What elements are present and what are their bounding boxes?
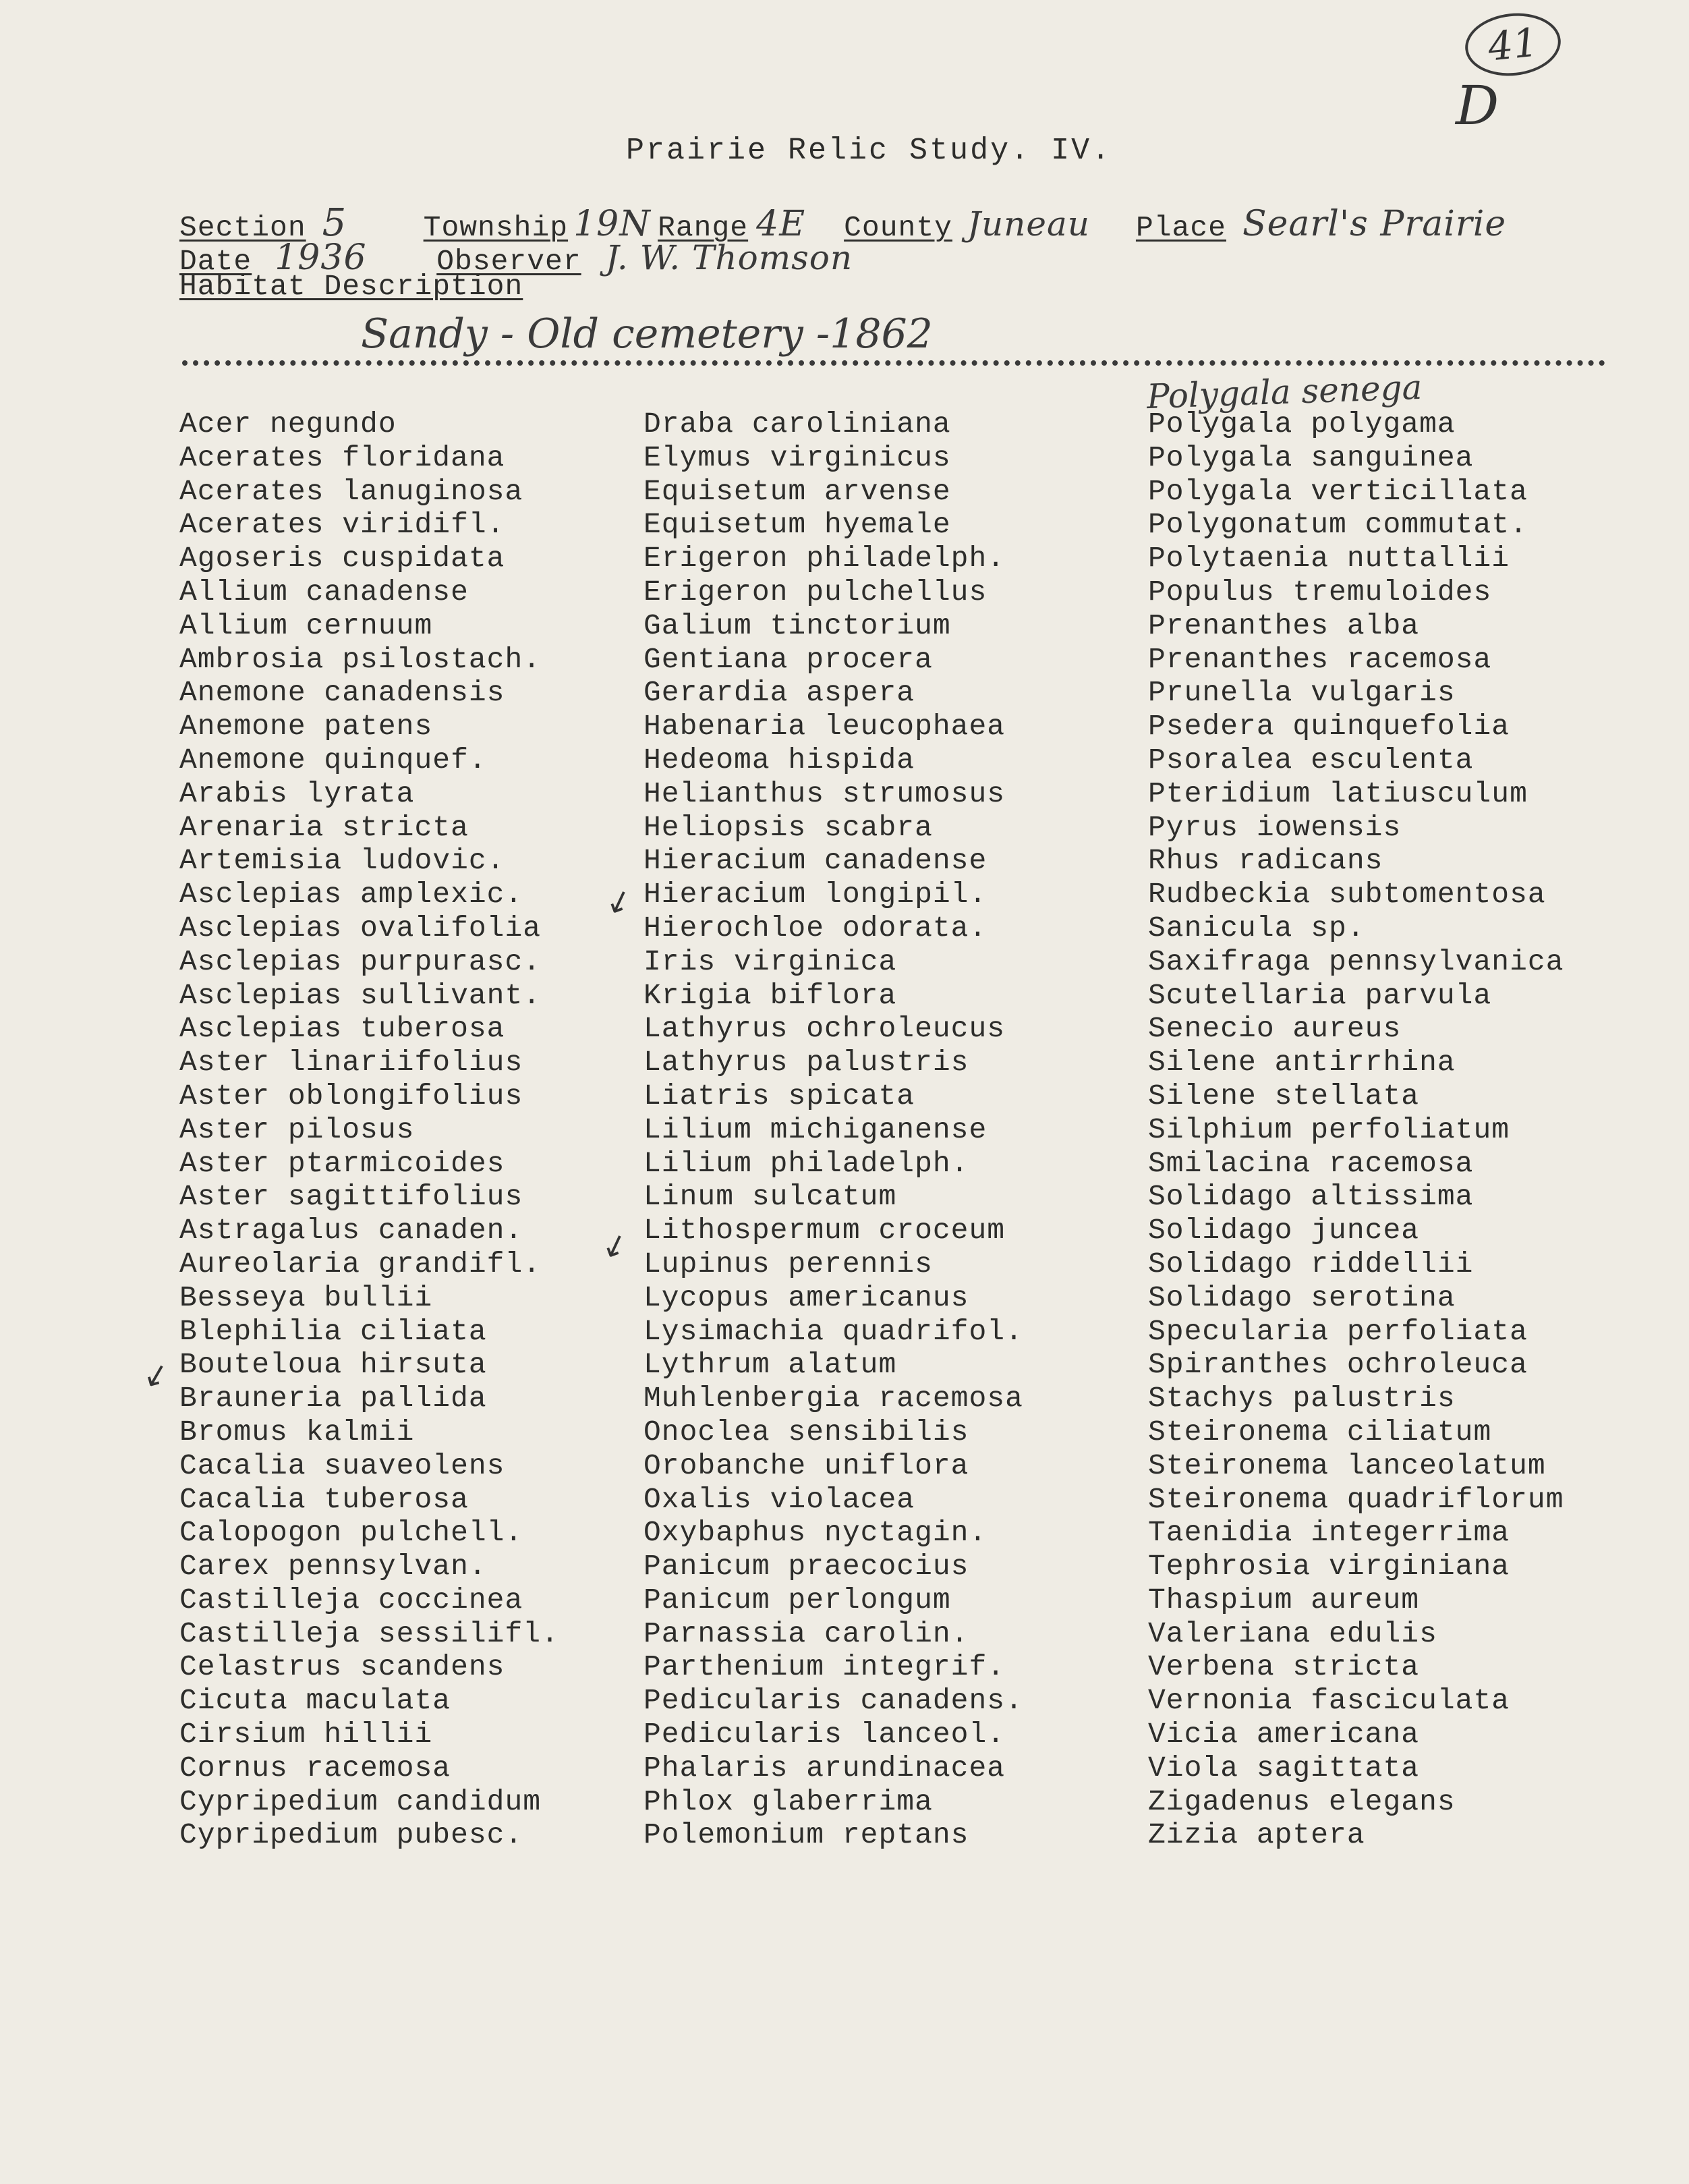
species-entry: Sanicula sp.	[1148, 911, 1365, 945]
species-entry: Zigadenus elegans	[1148, 1785, 1456, 1818]
species-entry: Cirsium hillii	[179, 1718, 433, 1752]
species-entry: Steironema ciliatum	[1148, 1415, 1492, 1449]
species-entry: Besseya bullii	[179, 1281, 433, 1314]
date-value: 1936	[275, 237, 367, 278]
species-entry: Heliopsis scabra	[643, 810, 933, 844]
species-entry: Anemone patens	[179, 710, 433, 744]
species-column-1	[179, 408, 652, 1852]
species-entry: Senecio aureus	[1148, 1012, 1402, 1046]
species-entry: Erigeron pulchellus	[643, 575, 987, 609]
species-entry: Cypripedium pubesc.	[179, 1818, 523, 1852]
species-entry: Lilium philadelph.	[643, 1146, 969, 1180]
dotted-divider	[182, 360, 1605, 366]
species-entry: Lathyrus palustris	[643, 1046, 969, 1080]
species-entry: Viola sagittata	[1148, 1751, 1420, 1785]
species-entry: Asclepias sullivant.	[179, 978, 542, 1012]
species-entry: Pyrus iowensis	[1148, 810, 1402, 844]
species-entry: Solidago juncea	[1148, 1214, 1420, 1248]
species-entry: Iris virginica	[643, 945, 897, 978]
species-entry: Cypripedium candidum	[179, 1785, 542, 1818]
checkmark-icon: ↙	[600, 879, 637, 922]
species-entry: Silphium perfoliatum	[1148, 1113, 1510, 1146]
species-entry: Pteridium latiusculum	[1148, 777, 1528, 810]
species-entry: Muhlenbergia racemosa	[643, 1382, 1023, 1416]
species-entry: Populus tremuloides	[1148, 575, 1492, 609]
species-entry: Asclepias purpurasc.	[179, 945, 542, 978]
species-entry: Equisetum hyemale	[643, 508, 951, 542]
species-entry: Pedicularis lanceol.	[643, 1718, 1006, 1752]
species-entry: Solidago altissima	[1148, 1180, 1474, 1214]
species-entry: Parthenium integrif.	[643, 1650, 1006, 1684]
species-entry: Acer negundo	[179, 408, 397, 441]
habitat-label: Habitat Description	[179, 270, 523, 303]
species-entry: Orobanche uniflora	[643, 1449, 969, 1482]
species-entry: Bromus kalmii	[179, 1415, 415, 1449]
species-entry: Saxifraga pennsylvanica	[1148, 945, 1564, 978]
county-value: Juneau	[967, 204, 1090, 244]
species-entry: Helianthus strumosus	[643, 777, 1006, 810]
place-value: Searl's Prairie	[1242, 204, 1507, 244]
page-number-annotation	[1462, 9, 1564, 80]
species-entry: Allium cernuum	[179, 609, 433, 642]
species-entry: Asclepias amplexic.	[179, 878, 523, 912]
species-entry: Acerates viridifl.	[179, 508, 505, 542]
species-entry: Anemone quinquef.	[179, 743, 487, 777]
range-value: 4E	[756, 204, 806, 244]
species-entry: Phalaris arundinacea	[643, 1751, 1006, 1785]
species-entry: Prenanthes alba	[1148, 609, 1420, 642]
species-entry: Linum sulcatum	[643, 1180, 897, 1214]
species-entry: Solidago serotina	[1148, 1281, 1456, 1314]
species-entry: Lysimachia quadrifol.	[643, 1314, 1023, 1348]
species-entry: Onoclea sensibilis	[643, 1415, 969, 1449]
species-entry: Vicia americana	[1148, 1718, 1420, 1752]
observer-label: Observer	[436, 245, 581, 278]
species-entry: Arenaria stricta	[179, 810, 469, 844]
species-entry: Aster ptarmicoides	[179, 1146, 505, 1180]
species-entry: Lithospermum croceum	[643, 1214, 1006, 1248]
species-entry: Rudbeckia subtomentosa	[1148, 878, 1546, 912]
species-entry: Hedeoma hispida	[643, 743, 915, 777]
checkmark-icon: ↙	[138, 1353, 173, 1396]
species-entry: Erigeron philadelph.	[643, 542, 1006, 576]
species-entry: Silene stellata	[1148, 1079, 1420, 1113]
species-entry: Habenaria leucophaea	[643, 710, 1006, 744]
species-entry: Acerates floridana	[179, 441, 505, 474]
species-entry: Castilleja sessilifl.	[179, 1617, 559, 1650]
species-entry: Ambrosia psilostach.	[179, 642, 542, 676]
species-entry: Aster sagittifolius	[179, 1180, 523, 1214]
species-entry: Panicum perlongum	[643, 1583, 951, 1617]
species-entry: Bouteloua hirsuta	[179, 1348, 487, 1382]
species-entry: Scutellaria parvula	[1148, 978, 1492, 1012]
section-value: 5	[322, 201, 347, 245]
species-column-2	[643, 408, 1116, 1852]
species-entry: Elymus virginicus	[643, 441, 951, 474]
observer-value: J. W. Thomson	[605, 238, 853, 277]
species-entry: Smilacina racemosa	[1148, 1146, 1474, 1180]
species-entry: Psedera quinquefolia	[1148, 710, 1510, 744]
species-entry: Lupinus perennis	[643, 1247, 933, 1281]
species-entry: Thaspium aureum	[1148, 1583, 1420, 1617]
species-entry: Silene antirrhina	[1148, 1046, 1456, 1080]
species-entry: Cicuta maculata	[179, 1684, 451, 1718]
checkmark-icon: ↙	[596, 1223, 633, 1266]
species-entry: Carex pennsylvan.	[179, 1550, 487, 1584]
species-entry: Polemonium reptans	[643, 1818, 969, 1852]
species-entry: Calopogon pulchell.	[179, 1516, 523, 1550]
species-entry: Castilleja coccinea	[179, 1583, 523, 1617]
species-entry: Taenidia integerrima	[1148, 1516, 1510, 1550]
species-entry: Steironema quadriflorum	[1148, 1482, 1564, 1516]
species-entry: Valeriana edulis	[1148, 1617, 1437, 1650]
species-entry: Gentiana procera	[643, 642, 933, 676]
species-entry: Lycopus americanus	[643, 1281, 969, 1314]
section-label: Section	[179, 211, 306, 244]
added-species-annotation: Polygala senega	[1146, 367, 1423, 417]
species-entry: Psoralea esculenta	[1148, 743, 1474, 777]
species-entry: Polygonatum commutat.	[1148, 508, 1528, 542]
species-entry: Krigia biflora	[643, 978, 897, 1012]
county-label: County	[844, 211, 952, 244]
species-entry: Rhus radicans	[1148, 844, 1383, 878]
species-entry: Pedicularis canadens.	[643, 1684, 1023, 1718]
species-entry: Hieracium canadense	[643, 844, 987, 878]
page-number-text: 41	[1485, 19, 1541, 70]
species-entry: Hierochloe odorata.	[643, 911, 987, 945]
species-entry: Draba caroliniana	[643, 408, 951, 441]
species-entry: Equisetum arvense	[643, 474, 951, 508]
species-entry: Vernonia fasciculata	[1148, 1684, 1510, 1718]
species-entry: Hieracium longipil.	[643, 878, 987, 912]
species-entry: Agoseris cuspidata	[179, 542, 505, 576]
species-entry: Cornus racemosa	[179, 1751, 451, 1785]
species-entry: Aster oblongifolius	[179, 1079, 523, 1113]
species-entry: Arabis lyrata	[179, 777, 415, 810]
species-entry: Solidago riddellii	[1148, 1247, 1474, 1281]
species-entry: Verbena stricta	[1148, 1650, 1420, 1684]
species-column-3	[1148, 408, 1620, 1852]
species-entry: Phlox glaberrima	[643, 1785, 933, 1818]
species-entry: Asclepias ovalifolia	[179, 911, 542, 945]
species-entry: Polygala sanguinea	[1148, 441, 1474, 474]
species-entry: Cacalia suaveolens	[179, 1449, 505, 1482]
document-title: Prairie Relic Study. IV.	[626, 134, 1112, 168]
date-label: Date	[179, 245, 252, 278]
species-entry: Oxybaphus nyctagin.	[643, 1516, 987, 1550]
township-value: 19N	[573, 204, 651, 244]
species-entry: Lathyrus ochroleucus	[643, 1012, 1006, 1046]
species-entry: Prenanthes racemosa	[1148, 642, 1492, 676]
species-entry: Steironema lanceolatum	[1148, 1449, 1546, 1482]
species-entry: Anemone canadensis	[179, 676, 505, 710]
species-entry: Brauneria pallida	[179, 1382, 487, 1416]
species-entry: Tephrosia virginiana	[1148, 1550, 1510, 1584]
species-entry: Prunella vulgaris	[1148, 676, 1456, 710]
species-entry: Polytaenia nuttallii	[1148, 542, 1510, 576]
habitat-value: Sandy - Old cemetery -1862	[361, 310, 933, 358]
species-entry: Liatris spicata	[643, 1079, 915, 1113]
species-entry: Oxalis violacea	[643, 1482, 915, 1516]
species-entry: Blephilia ciliata	[179, 1314, 487, 1348]
species-entry: Asclepias tuberosa	[179, 1012, 505, 1046]
species-entry: Lythrum alatum	[643, 1348, 897, 1382]
species-entry: Gerardia aspera	[643, 676, 915, 710]
species-entry: Specularia perfoliata	[1148, 1314, 1528, 1348]
species-entry: Stachys palustris	[1148, 1382, 1456, 1416]
species-entry: Polygala polygama	[1148, 408, 1456, 441]
species-entry: Parnassia carolin.	[643, 1617, 969, 1650]
species-entry: Artemisia ludovic.	[179, 844, 505, 878]
range-label: Range	[658, 211, 749, 244]
species-entry: Aster pilosus	[179, 1113, 415, 1146]
species-entry: Panicum praecocius	[643, 1550, 969, 1584]
species-entry: Galium tinctorium	[643, 609, 951, 642]
species-entry: Astragalus canaden.	[179, 1214, 523, 1248]
species-entry: Polygala verticillata	[1148, 474, 1528, 508]
species-entry: Aureolaria grandifl.	[179, 1247, 542, 1281]
township-label: Township	[423, 211, 569, 244]
place-label: Place	[1135, 211, 1226, 244]
species-entry: Lilium michiganense	[643, 1113, 987, 1146]
species-entry: Zizia aptera	[1148, 1818, 1365, 1852]
species-entry: Acerates lanuginosa	[179, 474, 523, 508]
sheet-letter-annotation: D	[1456, 74, 1499, 137]
species-entry: Allium canadense	[179, 575, 469, 609]
species-entry: Aster linariifolius	[179, 1046, 523, 1080]
species-entry: Celastrus scandens	[179, 1650, 505, 1684]
header-row-habitat	[179, 270, 523, 303]
species-entry: Spiranthes ochroleuca	[1148, 1348, 1528, 1382]
species-entry: Cacalia tuberosa	[179, 1482, 469, 1516]
